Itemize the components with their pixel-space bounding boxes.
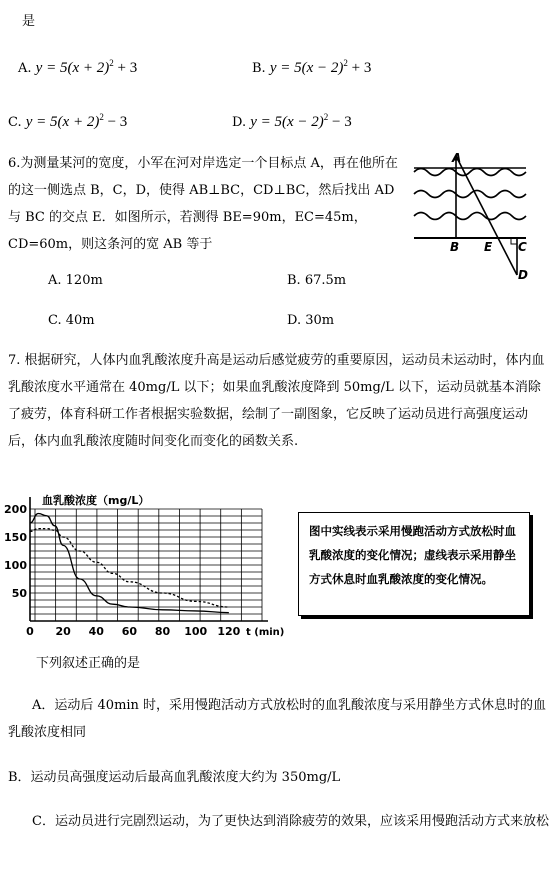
q6-option-c: C. 40m [48, 313, 95, 328]
label-a: A [452, 151, 462, 165]
q5-option-c: C. $y = 5(x + 2)^2 - 3$ [8, 112, 128, 130]
q6-question: 6.为测量某河的宽度，小军在河对岸选定一个目标点 A，再在他所在的这一侧选点 B，C，D，使得 AB⊥BC，CD⊥BC，然后找出 AD 与 BC 的交点 E．如图所示，若测得 BE=90m，EC=45m，CD=60m，则这条河的宽 AB 等于 [8, 156, 398, 252]
label-e: E [484, 240, 493, 254]
x-tick-label: 0 [26, 625, 34, 638]
q5-option-d: D. $y = 5(x - 2)^2 - 3$ [232, 112, 352, 130]
q6-option-d: D. 30m [287, 313, 335, 328]
q5-option-a: A. $y = 5(x + 2)^2 + 3$ [18, 58, 138, 76]
chart-legend-note: 图中实线表示采用慢跑活动方式放松时血乳酸浓度的变化情况；虚线表示采用静坐方式休息时血乳酸浓度的变化情况。 [298, 512, 530, 616]
x-tick-label: 40 [88, 625, 104, 638]
q6-option-a: A. 120m [48, 273, 103, 288]
q6-option-b: B. 67.5m [287, 273, 347, 288]
q5-fragment: 是 [22, 14, 36, 29]
q7-option-c: C．运动员进行完剧烈运动，为了更快达到消除疲劳的效果，应该采用慢跑活动方式来放松 [32, 814, 549, 829]
label-c: C [518, 240, 527, 254]
x-tick-label: 60 [121, 625, 138, 638]
river-figure [410, 150, 530, 282]
lactate-chart [0, 490, 292, 638]
y-tick-label: 200 [4, 503, 27, 516]
q7-prompt: 下列叙述正确的是 [36, 656, 141, 671]
q7-option-a: A．运动后 40min 时，采用慢跑活动方式放松时的血乳酸浓度与采用静坐方式休息时的血乳酸浓度相同 [8, 698, 547, 740]
label-b: B [450, 240, 460, 254]
q7-option-b: B．运动员高强度运动后最高血乳酸浓度大约为 350mg/L [8, 770, 341, 785]
x-tick-label: 20 [55, 625, 71, 638]
y-tick-label: 100 [4, 559, 27, 572]
y-tick-label: 50 [11, 587, 27, 600]
y-tick-label: 150 [4, 531, 27, 544]
x-tick-label: 120 [217, 625, 241, 638]
q7-question: 7. 根据研究，人体内血乳酸浓度升高是运动后感觉疲劳的重要原因，运动员未运动时，体内血乳酸浓度水平通常在 40mg/L 以下；如果血乳酸浓度降到 50mg/L 以下，运动员就基本消除了疲劳，体育科研工作者根据实验数据，绘制了一副图象，它反映了运动员进行高强度运动后，体内血乳酸浓度随时间变化而变化的函数关系. [8, 353, 545, 449]
y-axis-label: 血乳酸浓度（mg/L） [42, 494, 150, 507]
label-d: D [518, 268, 528, 282]
series-line-jogging [30, 513, 229, 612]
q5-option-b: B. $y = 5(x - 2)^2 + 3$ [252, 58, 372, 76]
x-tick-label: 100 [184, 625, 208, 638]
x-tick-label: 80 [154, 625, 171, 638]
river-wave-lines [414, 169, 526, 220]
x-axis-label: t (min) [246, 627, 285, 638]
